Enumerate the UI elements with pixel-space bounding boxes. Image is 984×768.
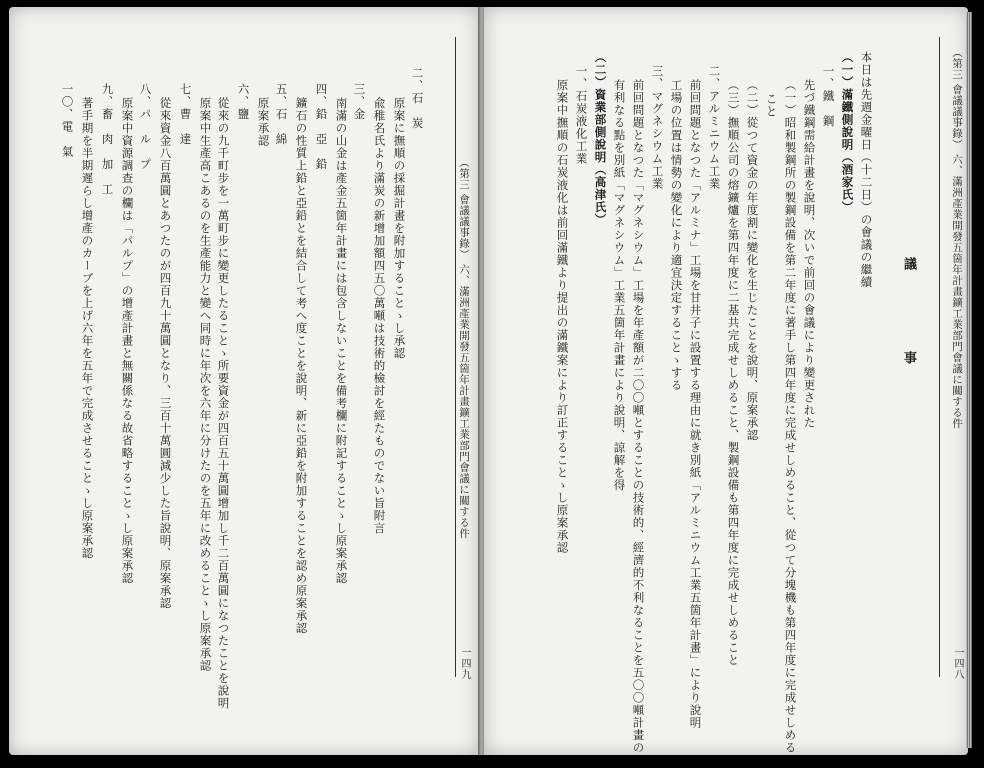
text-line: 原案承認 — [256, 97, 271, 147]
page-number: 一四九 — [459, 647, 470, 680]
text-line: 本日は先週金曜日（十二日）の會議の繼續 — [859, 51, 874, 289]
text-line: 三、マグネシウム工業 — [650, 65, 665, 190]
text-line: 鑛石の性質上鉛と亞鉛とを結合して考へ度ことを說明、新に亞鉛を附加することを認め原案承認 — [294, 97, 309, 635]
text-line: （二）資業部側說明（高津氏） — [593, 51, 608, 226]
text-line: 原案中資源調查の欄は「パルプ」の增產計畫と無關係なる故省略することゝし原案承認 — [120, 97, 135, 585]
text-line: 四、鉛 亞 鉛 — [314, 83, 329, 171]
page-title: 議 事 — [901, 257, 916, 398]
page-number: 一四八 — [952, 647, 963, 680]
page-header: （第三 會議議事錄） 六、滿洲產業開發五箇年計畫鑛工業部門會議に關する件 — [951, 47, 963, 429]
text-line: 八、パ ル プ — [138, 83, 153, 171]
text-line: 一〇、電 氣 — [60, 83, 75, 158]
page-edges — [966, 12, 972, 748]
text-line: 一、石炭液化工業 — [574, 65, 589, 165]
text-line: 五、石 綿 — [274, 83, 289, 146]
page-header: （第三 會議議事錄） 六、滿洲產業開發五箇年計畫鑛工業部門會議に關する件 — [458, 157, 470, 539]
text-line: 兪稚名氏より滿炭の新增加額四五〇萬噸は技術的檢討を經たものでない旨附言 — [372, 97, 387, 535]
text-line: 南滿の山金は產金五箇年計畫には包含しないことを備考欄に附記することゝし原案承認 — [334, 97, 349, 585]
text-line: 從來の九千町步を一萬町步に變更したることゝ所要資金が四百五十萬圓增加し千二百萬圓になつたことを說明 — [216, 97, 231, 710]
text-line: 原案中生產高こあるのを生產能力と變へ同時に年次を六年に分けたのを五年に改めることゝし原案承認 — [198, 97, 213, 672]
right-page — [484, 7, 968, 755]
text-line: 有利なる點を別紙「マグネシウム」工業五箇年計畫により說明、諒解を得 — [612, 79, 627, 492]
text-line: 先づ鐵鋼需給計畫を說明、次いで前回の會議により變更された — [802, 79, 817, 429]
text-line: 原案に撫順の採掘計畫を附加することゝし承認 — [392, 97, 407, 360]
header-rule — [455, 37, 456, 677]
text-line: 七、曹 達 — [178, 83, 193, 146]
text-line: 六、鹽 — [236, 83, 251, 121]
text-line: 前回問題となつた「アルミナ」工場を甘井子に設置する理由に就き別紙「アルミニウム工業五箇年計畫」により說明 — [688, 79, 703, 729]
text-line: 著手期を半期遲らし增產のカーブを上げ六年を五年で完成させることゝし原案承認 — [80, 97, 95, 560]
text-line: （一）昭和製鋼所の製鋼設備を第二年度に著手し第四年度に完成せしめること、從つて分塊機も第四年度に完成せしめる — [783, 79, 798, 754]
text-line: （一）滿鐵側說明（酒家氏） — [840, 51, 855, 214]
text-line: こと — [764, 93, 779, 118]
text-line: 二、アルミニウム工業 — [707, 65, 722, 190]
text-line: 九、畜 肉 加 工 — [100, 83, 115, 196]
text-line: 二、石 炭 — [410, 67, 425, 130]
header-rule — [939, 37, 940, 677]
text-line: 一、鐵 鋼 — [821, 65, 836, 128]
text-line: 原案中撫順の石炭液化は前回滿鐵より提出の滿鐵案により訂正することゝし原案承認 — [555, 79, 570, 554]
text-line: 工場の位置は情勢の變化により適宜決定することゝする — [669, 79, 684, 392]
text-line: 前回問題となつた「マグネシウム」工場を年產額が二〇〇噸とすることの技術的、經濟的不利なることを五〇〇噸計畫の — [631, 79, 646, 754]
text-line: 從來資金八百萬圓とあつたのが四百九十萬圓となり、三百十萬圓減少した旨說明、原案承認 — [158, 97, 173, 610]
left-page — [9, 7, 479, 755]
text-line: 三、金 — [352, 83, 367, 121]
text-line: （三）撫順公司の熔鑛爐を第四年度に二基共完成せしめること、製鋼設備も第四年度に完成せしめること — [726, 79, 741, 667]
text-line: （二）從つて資金の年度割に變化を生じたことを說明、原案承認 — [745, 79, 760, 442]
